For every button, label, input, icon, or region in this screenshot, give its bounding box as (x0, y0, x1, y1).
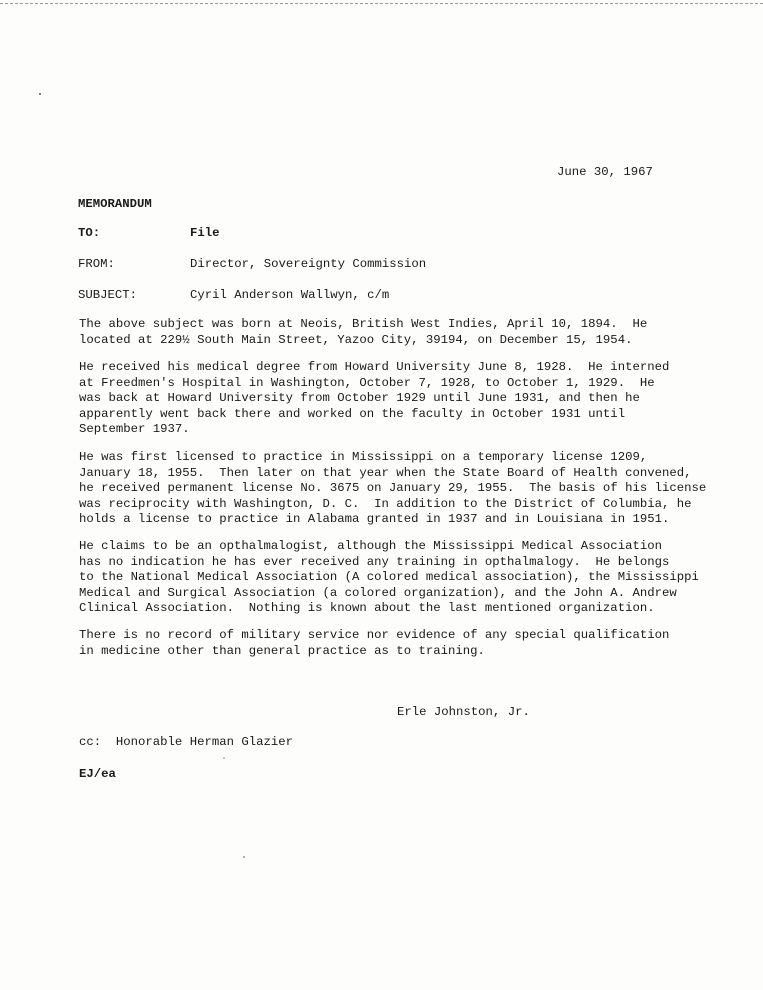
typist-initials: EJ/ea (79, 767, 116, 781)
paragraph-line: he received permanent license No. 3675 on January 29, 1955. The basis of his license (79, 481, 707, 495)
paragraph-line: at Freedmen's Hospital in Washington, October 7, 1928, to October 1, 1929. He (79, 375, 655, 390)
paragraph-line: Clinical Association. Nothing is known about the last mentioned organization. (79, 601, 655, 615)
page-top-edge (0, 3, 763, 4)
paragraph-line: has no indication he has ever received any training in opthalmalogy. He belongs (79, 554, 670, 569)
to-value: File (190, 226, 220, 240)
memo-heading: MEMORANDUM (78, 197, 152, 211)
paragraph-line: He received his medical degree from Howard University June 8, 1928. He interned (79, 360, 670, 374)
from-label: FROM: (78, 257, 115, 271)
scan-speck (223, 757, 225, 759)
paragraph-line: apparently went back there and worked on the faculty in October 1931 until (79, 406, 626, 421)
paragraph-line: The above subject was born at Neois, British West Indies, April 10, 1894. He (79, 317, 648, 331)
paragraph-line: in medicine other than general practice as to training. (79, 643, 485, 658)
memo-date: June 30, 1967 (557, 165, 653, 179)
paragraph-line: January 18, 1955. Then later on that year when the State Board of Health convened, (79, 465, 692, 480)
paragraph-line: Medical and Surgical Association (a colored organization), and the John A. Andrew (79, 585, 677, 600)
paragraph-line: located at 229½ South Main Street, Yazoo City, 39194, on December 15, 1954. (79, 332, 633, 347)
scan-speck (243, 856, 245, 858)
paragraph-education (79, 360, 729, 438)
subject-label: SUBJECT: (78, 288, 138, 302)
paragraph-line: There is no record of military service nor evidence of any special qualification (79, 628, 670, 642)
paragraph-line: to the National Medical Association (A colored medical association), the Mississippi (79, 570, 699, 584)
scan-speck (39, 93, 41, 95)
paragraph-line: was back at Howard University from October 1929 until June 1931, and then he (79, 391, 640, 405)
paragraph-military (79, 628, 729, 659)
paragraph-licensing (79, 450, 729, 528)
paragraph-line: was reciprocity with Washington, D. C. In addition to the District of Columbia, he (79, 496, 692, 511)
signature-name: Erle Johnston, Jr. (397, 705, 530, 719)
from-value: Director, Sovereignty Commission (190, 257, 427, 271)
subject-value: Cyril Anderson Wallwyn, c/m (190, 288, 390, 302)
paragraph-line: September 1937. (79, 422, 190, 436)
to-label: TO: (78, 226, 101, 240)
cc-line: cc: Honorable Herman Glazier (79, 735, 294, 749)
paragraph-line: holds a license to practice in Alabama granted in 1937 and in Louisiana in 1951. (79, 512, 670, 526)
paragraph-line: He claims to be an opthalmalogist, although the Mississippi Medical Association (79, 539, 662, 553)
paragraph-birth (79, 317, 729, 348)
paragraph-specialty (79, 539, 729, 617)
paragraph-line: He was first licensed to practice in Mississippi on a temporary license 1209, (79, 450, 648, 464)
